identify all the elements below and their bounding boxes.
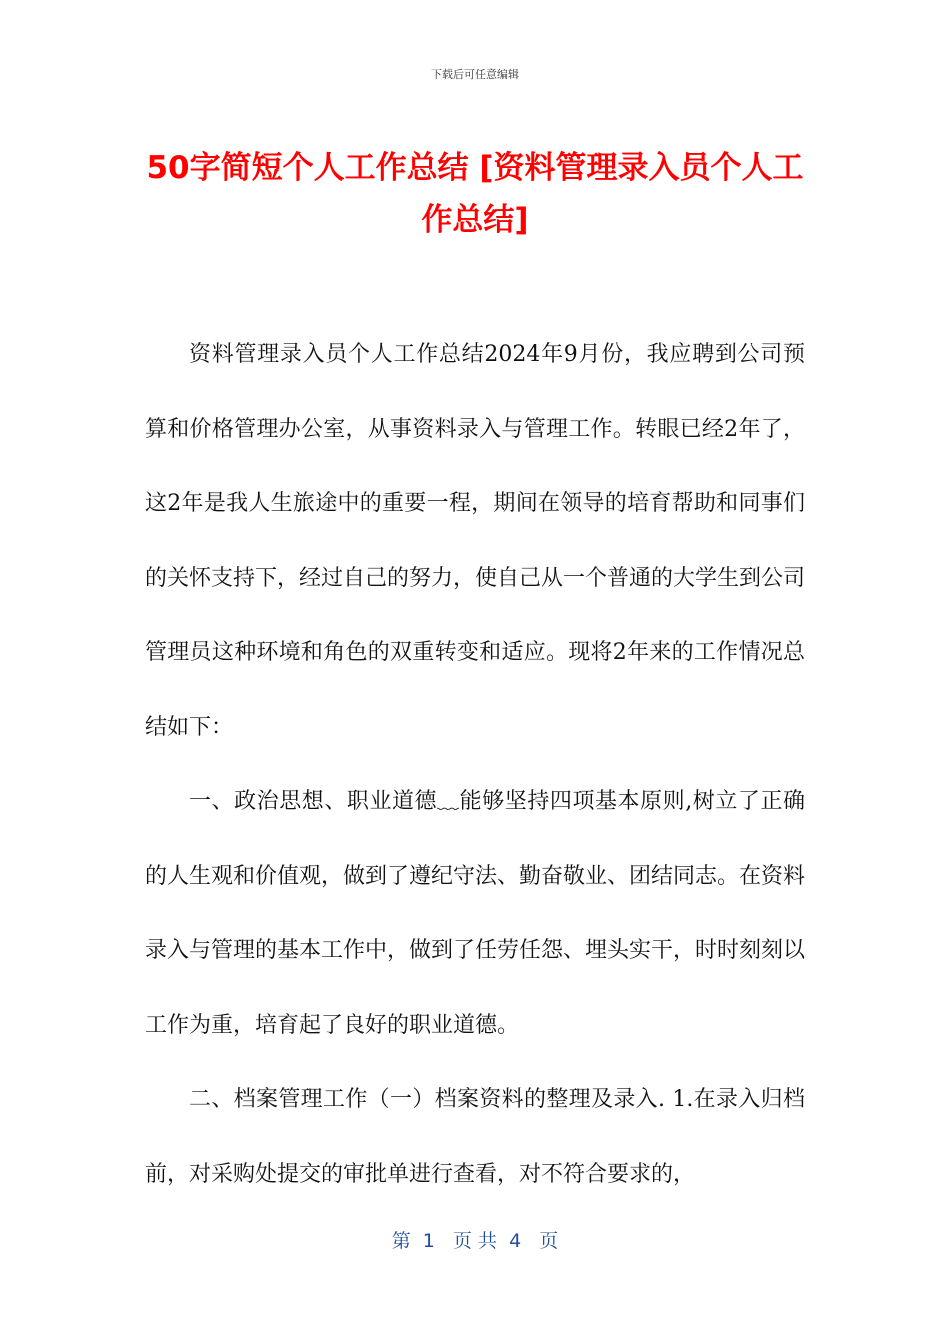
page-number-footer: 第 1 页 共 4 页 [391,1230,559,1252]
document-body [145,318,805,1212]
paragraph-intro: 资料管理录入员个人工作总结2024年9月份，我应聘到公司预算和价格管理办公室，从事资料录入与管理工作。转眼已经2年了，这2年是我人生旅途中的重要一程，期间在领导的培育帮助和同事们的关怀支持下，经过自己的努力，使自己从一个普通的大学生到公司管理员这种环境和角色的双重转变和适应。现将2年来的工作情况总结如下： [145,342,806,740]
paragraph-section-1: 一、政治思想、职业道德﹏能够坚持四项基本原则,树立了正确的人生观和价值观，做到了遵纪守法、勤奋敬业、团结同志。在资料录入与管理的基本工作中，做到了任劳任怨、埋头实干，时时刻刻以工作为重，培育起了良好的职业道德。 [145,789,806,1038]
header-note: 下载后可任意编辑 [431,68,519,81]
paragraph-section-2: 二、档案管理工作（一）档案资料的整理及录入. 1.在录入归档前，对采购处提交的审批单进行查看，对不符合要求的， [145,1087,805,1187]
document-title: 50字简短个人工作总结 [资料管理录入员个人工作总结] [146,150,804,238]
